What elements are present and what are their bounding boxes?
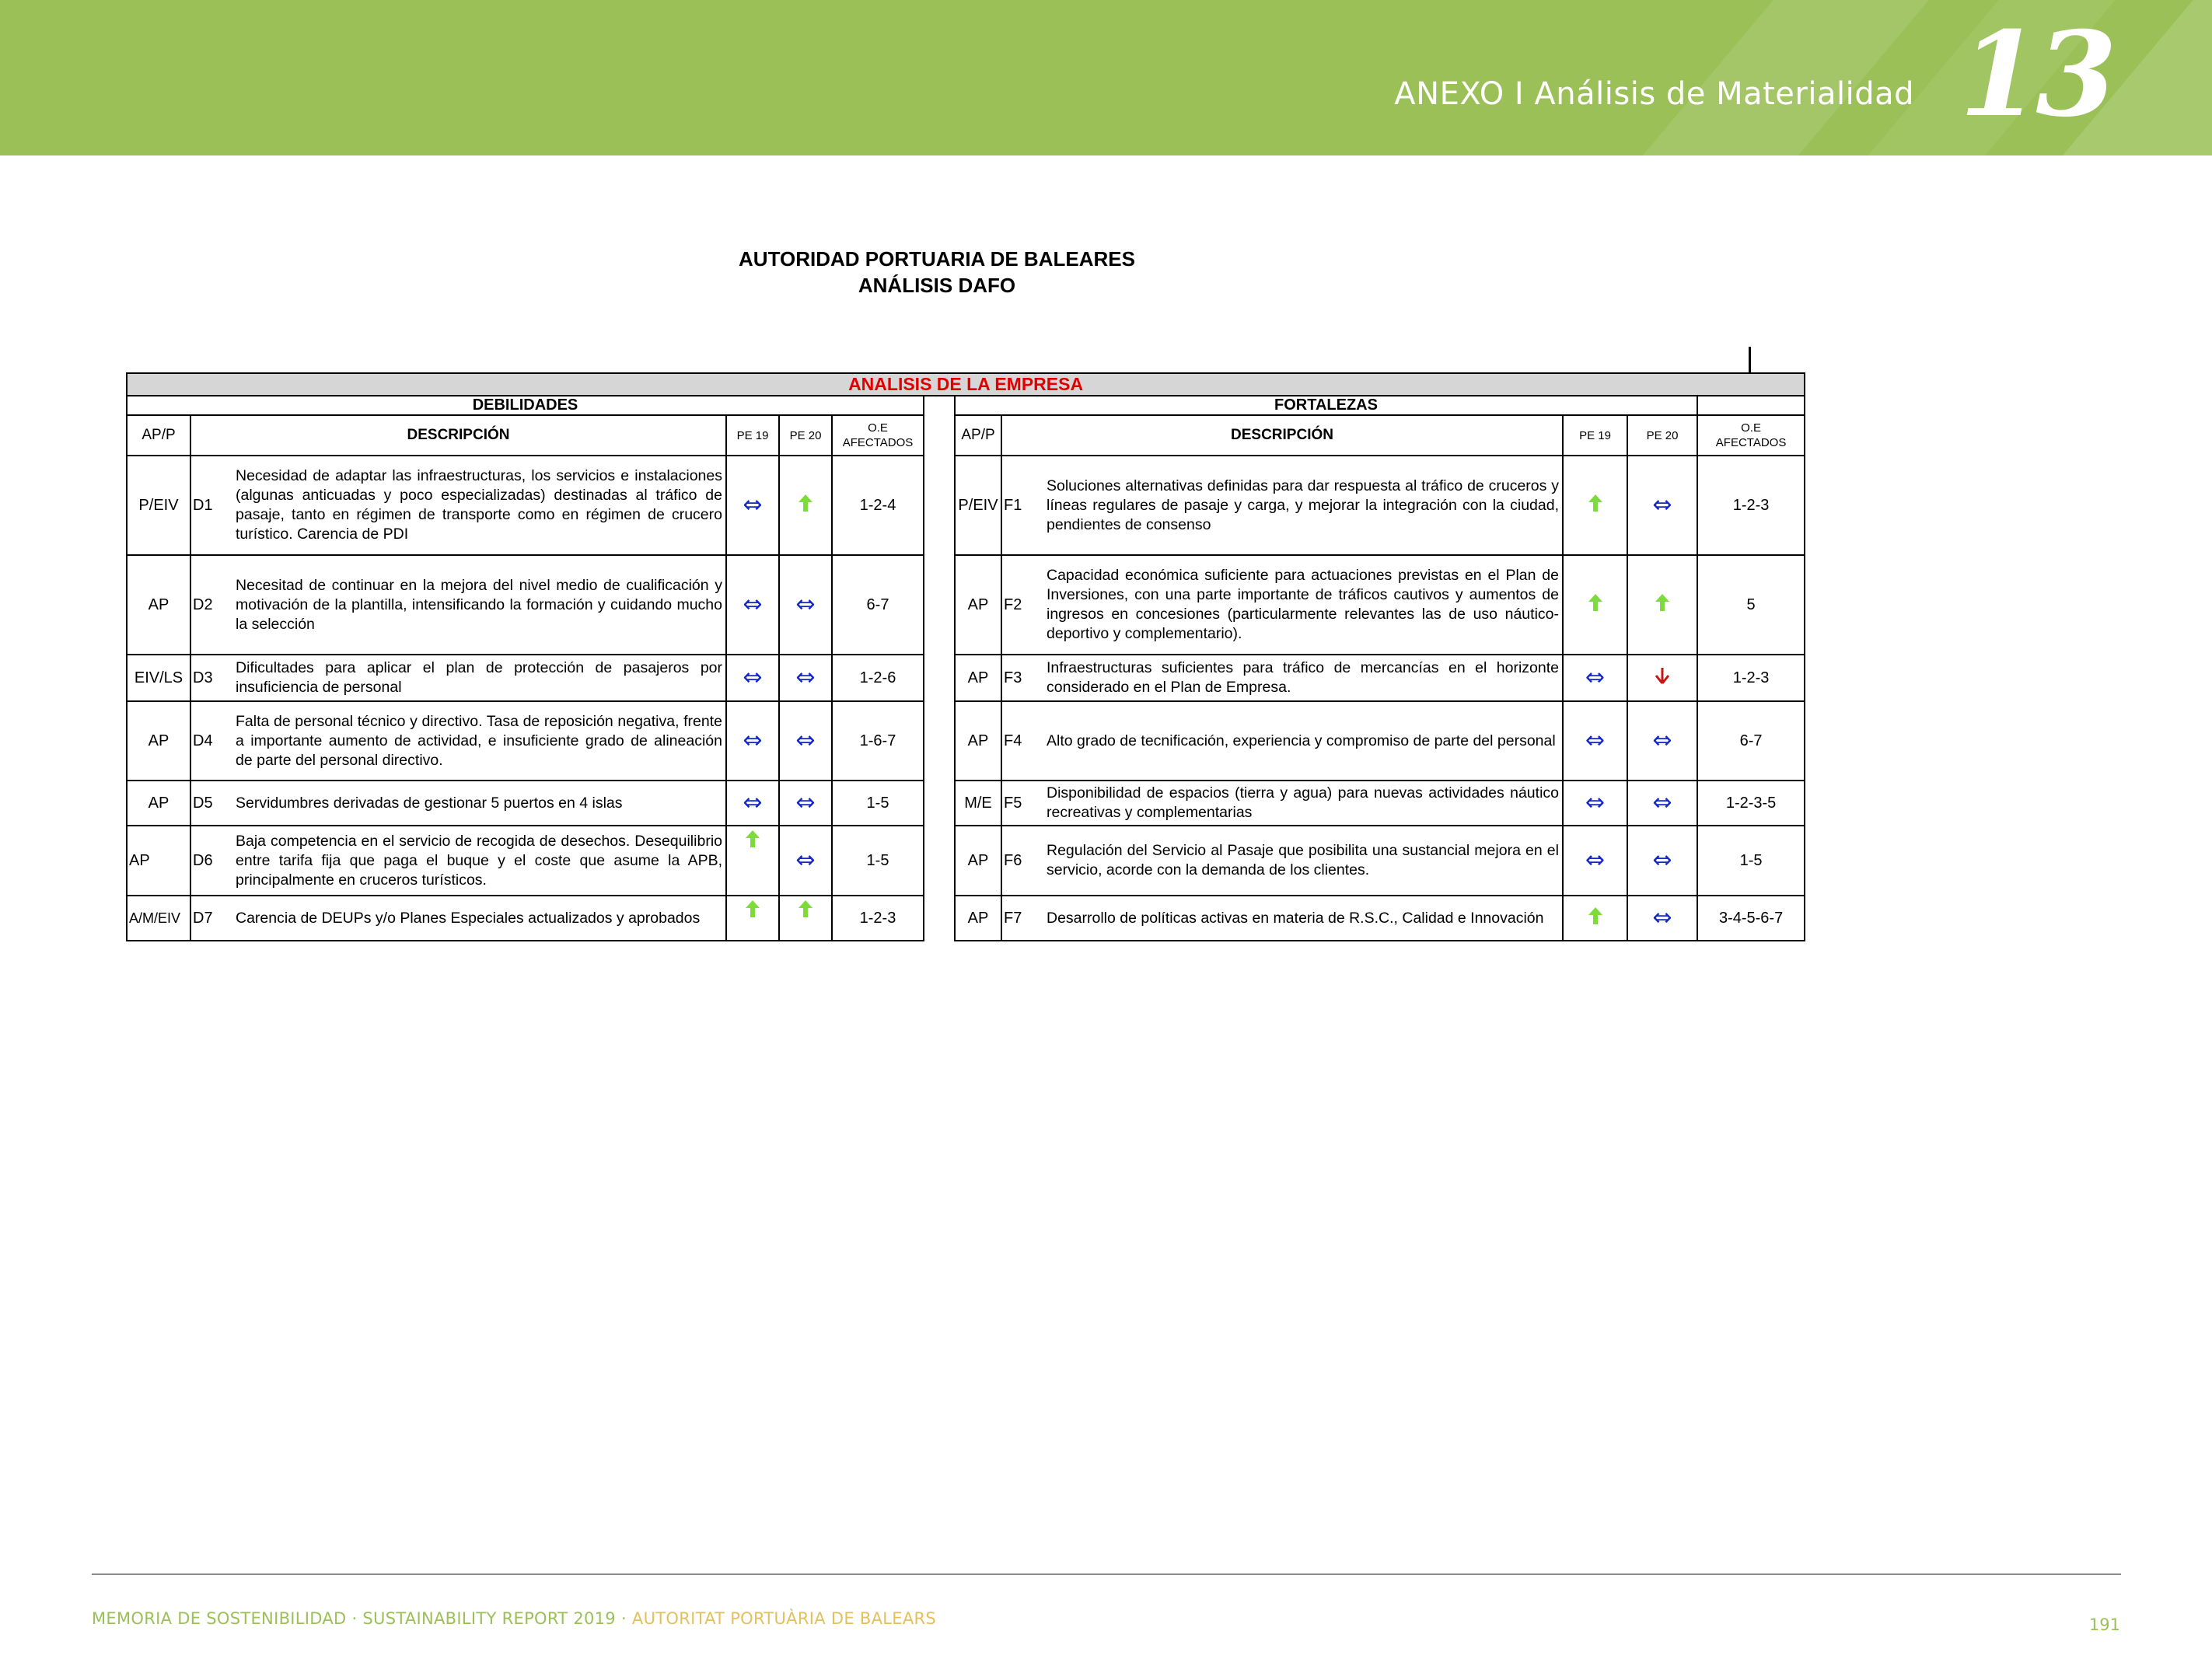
weaknesses-header: DEBILIDADES (127, 396, 924, 415)
strength-description: Soluciones alternativas definidas para dar respuesta al tráfico de cruceros y líneas regulares de pasaje y carga, y mejorar la integración con la ciudad, pendientes de consenso (1042, 456, 1563, 555)
strength-description: Disponibilidad de espacios (tierra y agua) para nuevas actividades náutico recreativas y complementarias (1042, 781, 1563, 826)
weakness-description: Baja competencia en el servicio de recogida de desechos. Desequilibrio entre tarifa fija que paga el buque y el coste que asume la APB, principalmente en cruceros turísticos. (231, 826, 726, 896)
section-title: ANEXO I Análisis de Materialidad (1394, 76, 1914, 112)
col-oe-line1: O.E (1741, 421, 1761, 435)
strength-description: Desarrollo de políticas activas en materia de R.S.C., Calidad e Innovación (1042, 896, 1563, 941)
weakness-type: AP (127, 781, 190, 826)
strength-code: F4 (1001, 701, 1042, 781)
strength-oe: 1-5 (1697, 826, 1805, 896)
strength-pe19-cell (1563, 896, 1627, 941)
strength-pe20-cell (1627, 781, 1697, 826)
table-row (127, 826, 1805, 896)
double-horizontal-arrow-icon: ⇔ (1585, 788, 1606, 816)
green-up-arrow-icon (798, 494, 813, 517)
col-desc-header: DESCRIPCIÓN (190, 415, 726, 456)
strength-oe: 1-2-3 (1697, 655, 1805, 701)
footer-authority-name: AUTORITAT PORTUÀRIA DE BALEARS (631, 1609, 937, 1628)
strength-code: F7 (1001, 896, 1042, 941)
strength-oe: 5 (1697, 555, 1805, 655)
strengths-header: FORTALEZAS (955, 396, 1697, 415)
red-down-arrow-icon (1655, 666, 1670, 690)
footer-rule (92, 1573, 2121, 1575)
weakness-type: AP (127, 701, 190, 781)
weakness-oe: 6-7 (832, 555, 924, 655)
strength-type: AP (955, 555, 1001, 655)
col-oe-line2: AFECTADOS (842, 436, 914, 449)
col-type-header: AP/P (127, 415, 190, 456)
weakness-type: A/M/EIV (127, 896, 190, 941)
table-gap (924, 655, 955, 701)
weakness-description: Falta de personal técnico y directivo. Tasa de reposición negativa, frente a importante aumento de actividad, e insuficiente grado de alineación de parte del personal directivo. (231, 701, 726, 781)
double-horizontal-arrow-icon: ⇔ (1652, 726, 1672, 754)
section-row (127, 396, 1805, 415)
weakness-pe19-cell (726, 826, 779, 896)
double-horizontal-arrow-icon: ⇔ (795, 590, 816, 618)
double-horizontal-arrow-icon: ⇔ (1652, 903, 1672, 931)
double-horizontal-arrow-icon: ⇔ (743, 590, 763, 618)
weakness-type: AP (127, 826, 190, 896)
strength-pe20-cell (1627, 896, 1697, 941)
strength-pe20-cell (1627, 456, 1697, 555)
table-edge-line (1749, 347, 1751, 373)
dafo-table (126, 372, 1805, 941)
strength-pe19-cell (1563, 701, 1627, 781)
weakness-oe: 1-5 (832, 781, 924, 826)
table-gap (924, 456, 955, 555)
footer-text (92, 1609, 936, 1628)
weakness-pe20-cell (779, 896, 832, 941)
strength-pe19-cell (1563, 456, 1627, 555)
weakness-pe19-cell (726, 896, 779, 941)
weakness-pe20-cell (779, 456, 832, 555)
green-up-arrow-icon (1655, 593, 1670, 616)
strength-oe: 1-2-3-5 (1697, 781, 1805, 826)
col-oe-line1: O.E (868, 421, 888, 435)
table-row (127, 456, 1805, 555)
double-horizontal-arrow-icon: ⇔ (795, 663, 816, 691)
weakness-pe19-cell (726, 456, 779, 555)
strength-description: Alto grado de tecnificación, experiencia y compromiso de parte del personal (1042, 701, 1563, 781)
weakness-pe19-cell (726, 701, 779, 781)
banner-row (127, 373, 1805, 396)
strength-code: F3 (1001, 655, 1042, 701)
double-horizontal-arrow-icon: ⇔ (795, 726, 816, 754)
strength-pe19-cell (1563, 555, 1627, 655)
table-gap (924, 896, 955, 941)
weakness-oe: 1-6-7 (832, 701, 924, 781)
weakness-type: EIV/LS (127, 655, 190, 701)
weakness-code: D3 (190, 655, 231, 701)
weakness-pe19-cell (726, 555, 779, 655)
col-pe20-header: PE 20 (779, 415, 832, 456)
col-type-header: AP/P (955, 415, 1001, 456)
weakness-description: Necesitad de continuar en la mejora del nivel medio de cualificación y motivación de la plantilla, intensificando la formación y cuidando mucho la selección (231, 555, 726, 655)
strength-type: AP (955, 826, 1001, 896)
col-pe19-header: PE 19 (1563, 415, 1627, 456)
weakness-code: D4 (190, 701, 231, 781)
double-horizontal-arrow-icon: ⇔ (743, 663, 763, 691)
col-oe-line2: AFECTADOS (1715, 436, 1787, 449)
green-up-arrow-icon (1588, 494, 1603, 517)
document-subtitle: ANÁLISIS DAFO (858, 274, 1016, 297)
double-horizontal-arrow-icon: ⇔ (1652, 788, 1672, 816)
table-gap (924, 826, 955, 896)
double-horizontal-arrow-icon: ⇔ (795, 846, 816, 874)
double-horizontal-arrow-icon: ⇔ (743, 726, 763, 754)
empty-cell (1697, 396, 1805, 415)
green-up-arrow-icon (745, 899, 760, 923)
green-up-arrow-icon (745, 830, 760, 853)
strength-type: P/EIV (955, 456, 1001, 555)
strength-description: Capacidad económica suficiente para actuaciones previstas en el Plan de Inversiones, con una parte importante de tráficos cautivos y aumentos de ingresos en concesiones (particularmente relevantes las de uso náutico-deportivo y complementario). (1042, 555, 1563, 655)
table-gap (924, 781, 955, 826)
weakness-description: Dificultades para aplicar el plan de protección de pasajeros por insuficiencia de personal (231, 655, 726, 701)
strength-oe: 1-2-3 (1697, 456, 1805, 555)
weakness-type: P/EIV (127, 456, 190, 555)
strength-pe20-cell (1627, 701, 1697, 781)
strength-type: M/E (955, 781, 1001, 826)
table-row (127, 896, 1805, 941)
col-pe20-header: PE 20 (1627, 415, 1697, 456)
weakness-code: D2 (190, 555, 231, 655)
strength-oe: 3-4-5-6-7 (1697, 896, 1805, 941)
table-gap (924, 555, 955, 655)
strength-type: AP (955, 655, 1001, 701)
table-row (127, 701, 1805, 781)
double-horizontal-arrow-icon: ⇔ (743, 491, 763, 519)
strength-code: F6 (1001, 826, 1042, 896)
col-pe19-header: PE 19 (726, 415, 779, 456)
weakness-code: D5 (190, 781, 231, 826)
footer-report-name: MEMORIA DE SOSTENIBILIDAD · SUSTAINABILITY REPORT 2019 · (92, 1609, 632, 1628)
col-desc-header: DESCRIPCIÓN (1001, 415, 1563, 456)
double-horizontal-arrow-icon: ⇔ (1652, 491, 1672, 519)
weakness-description: Necesidad de adaptar las infraestructuras, los servicios e instalaciones (algunas anticuadas y poco especializadas) destinadas al tráfico de pasaje, tanto en régimen de transporte como en régimen de crucero turístico. Carencia de PDI (231, 456, 726, 555)
weakness-code: D6 (190, 826, 231, 896)
weakness-oe: 1-2-6 (832, 655, 924, 701)
strength-pe19-cell (1563, 826, 1627, 896)
strength-code: F5 (1001, 781, 1042, 826)
strength-description: Regulación del Servicio al Pasaje que posibilita una sustancial mejora en el servicio, acorde con la demanda de los clientes. (1042, 826, 1563, 896)
document-title: AUTORIDAD PORTUARIA DE BALEARES (739, 247, 1135, 271)
strength-type: AP (955, 701, 1001, 781)
weakness-oe: 1-5 (832, 826, 924, 896)
weakness-pe19-cell (726, 781, 779, 826)
double-horizontal-arrow-icon: ⇔ (1585, 846, 1606, 874)
table-row (127, 555, 1805, 655)
weakness-pe20-cell (779, 555, 832, 655)
table-gap (924, 701, 955, 781)
weakness-code: D7 (190, 896, 231, 941)
strength-oe: 6-7 (1697, 701, 1805, 781)
col-oe-header (1697, 415, 1805, 456)
double-horizontal-arrow-icon: ⇔ (1585, 663, 1606, 691)
strength-type: AP (955, 896, 1001, 941)
chapter-number: 13 (1959, 6, 2112, 143)
double-horizontal-arrow-icon: ⇔ (743, 788, 763, 816)
table-row (127, 655, 1805, 701)
strength-code: F2 (1001, 555, 1042, 655)
col-oe-header (832, 415, 924, 456)
strength-pe19-cell (1563, 781, 1627, 826)
weakness-oe: 1-2-3 (832, 896, 924, 941)
double-horizontal-arrow-icon: ⇔ (1652, 846, 1672, 874)
weakness-type: AP (127, 555, 190, 655)
green-up-arrow-icon (1588, 593, 1603, 616)
header-band (0, 0, 2212, 155)
strength-pe20-cell (1627, 655, 1697, 701)
weakness-description: Servidumbres derivadas de gestionar 5 puertos en 4 islas (231, 781, 726, 826)
analysis-banner: ANALISIS DE LA EMPRESA (127, 373, 1805, 396)
column-header-row (127, 415, 1805, 456)
table-gap (924, 396, 955, 415)
weakness-oe: 1-2-4 (832, 456, 924, 555)
page-number: 191 (2088, 1615, 2120, 1634)
weakness-code: D1 (190, 456, 231, 555)
green-up-arrow-icon (1588, 906, 1603, 930)
weakness-pe20-cell (779, 701, 832, 781)
green-up-arrow-icon (798, 899, 813, 923)
strength-pe20-cell (1627, 826, 1697, 896)
double-horizontal-arrow-icon: ⇔ (1585, 726, 1606, 754)
strength-code: F1 (1001, 456, 1042, 555)
weakness-pe20-cell (779, 826, 832, 896)
table-row (127, 781, 1805, 826)
weakness-description: Carencia de DEUPs y/o Planes Especiales actualizados y aprobados (231, 896, 726, 941)
weakness-pe20-cell (779, 655, 832, 701)
table-gap (924, 415, 955, 456)
double-horizontal-arrow-icon: ⇔ (795, 788, 816, 816)
strength-description: Infraestructuras suficientes para tráfico de mercancías en el horizonte considerado en el Plan de Empresa. (1042, 655, 1563, 701)
weakness-pe20-cell (779, 781, 832, 826)
strength-pe19-cell (1563, 655, 1627, 701)
weakness-pe19-cell (726, 655, 779, 701)
strength-pe20-cell (1627, 555, 1697, 655)
